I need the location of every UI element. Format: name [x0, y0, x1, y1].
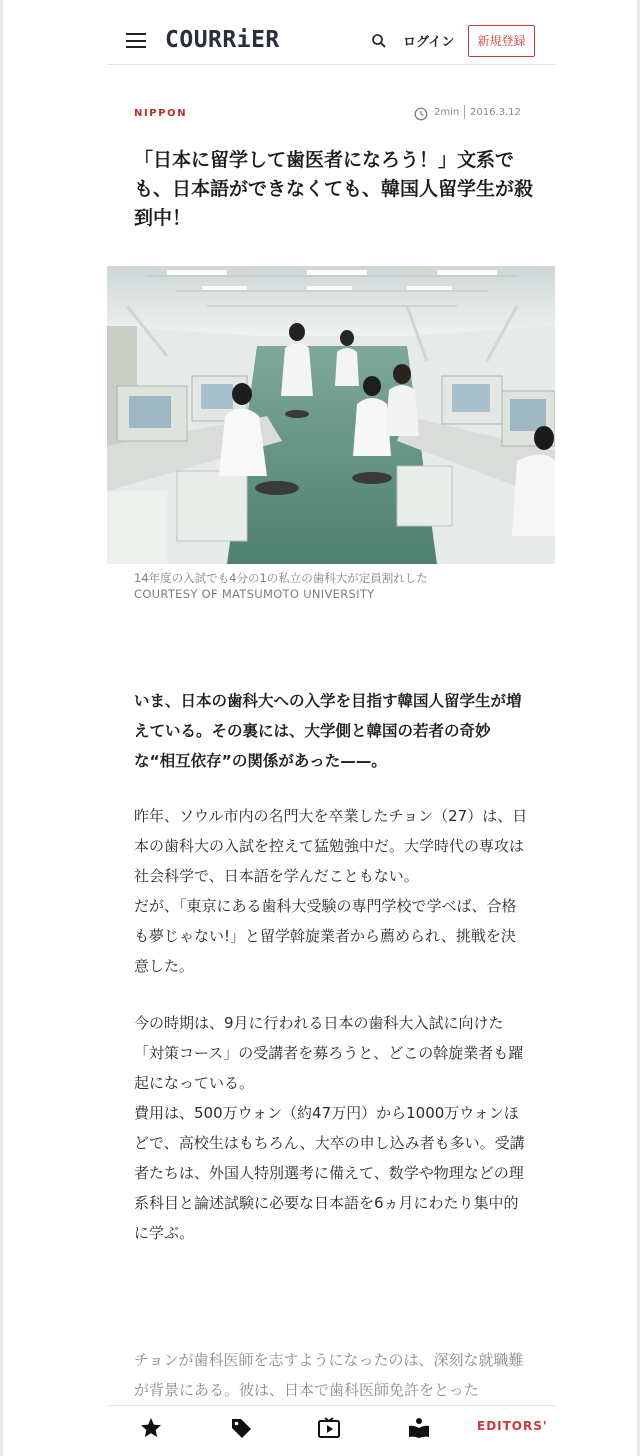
image-credit: COURTESY OF MATSUMOTO UNIVERSITY: [134, 587, 375, 601]
left-gutter: [0, 0, 3, 1456]
paragraph-line: 昨年、ソウル市内の名門大を卒業したチョン（27）は、日本の歯科大の入試を控えて猛勉強中だ。大学時代の専攻は社会科学で、日本語を学んだこともない。: [134, 807, 528, 885]
reader-book-icon[interactable]: [407, 1416, 431, 1440]
login-link[interactable]: ログイン: [403, 35, 455, 50]
site-logo[interactable]: COURRiER: [165, 27, 280, 53]
editors-tab[interactable]: EDITORS': [477, 1419, 548, 1433]
hero-image: [107, 266, 555, 564]
hamburger-menu-icon[interactable]: [126, 33, 146, 48]
caption-text: 14年度の入試でも4分の1の私立の歯科大が定員割れした: [134, 571, 428, 585]
body-paragraph-1: [134, 801, 530, 981]
paragraph-line: 今の時期は、9月に行われる日本の歯科大入試に向けた「対策コース」の受講者を募ろうと、どこの斡旋業者も躍起になっている。: [134, 1014, 524, 1092]
video-icon[interactable]: [317, 1416, 341, 1440]
article-meta: [134, 104, 528, 128]
paragraph-line: チョンが歯科医師を志すようになったのは、深刻な就職難が背景にある。彼は、日本で歯科医師免許をとった: [134, 1351, 524, 1399]
publish-date: 2016.3.12: [470, 107, 521, 118]
article-title: 「日本に留学して歯医者になろう！」文系でも、日本語ができなくても、韓国人留学生が殺到中！: [134, 149, 534, 229]
meta-divider: [464, 105, 465, 119]
search-icon[interactable]: [371, 33, 387, 49]
star-icon[interactable]: [139, 1416, 163, 1440]
paragraph-line: だが、「東京にある歯科大受験の専門学校で学べば、合格も夢じゃない!」と留学斡旋業者から薦められ、挑戦を決意した。: [134, 897, 517, 975]
article-lead: いま、日本の歯科大への入学を目指す韓国人留学生が増えている。その裏には、大学側と韓国の若者の奇妙な“相互依存”の関係があった——。: [134, 692, 522, 770]
bottom-tab-bar: [107, 1405, 555, 1450]
tag-icon[interactable]: [229, 1416, 253, 1440]
clock-icon: [414, 107, 428, 121]
site-header: [107, 18, 555, 65]
read-time: 2min: [434, 107, 460, 118]
body-paragraph-3: [134, 1345, 530, 1405]
section-tag[interactable]: NIPPON: [134, 108, 188, 119]
signup-button[interactable]: 新規登録: [468, 25, 535, 57]
image-caption: [134, 570, 554, 602]
paragraph-line: 費用は、500万ウォン（約47万円）から1000万ウォンほどで、高校生はもちろん、大卒の申し込み者も多い。受講者たちは、外国人特別選考に備えて、数学や物理などの理系科目と論述試験に必要な日本語を6ヵ月にわたり集中的に学ぶ。: [134, 1104, 525, 1242]
body-paragraph-2: [134, 1008, 530, 1248]
